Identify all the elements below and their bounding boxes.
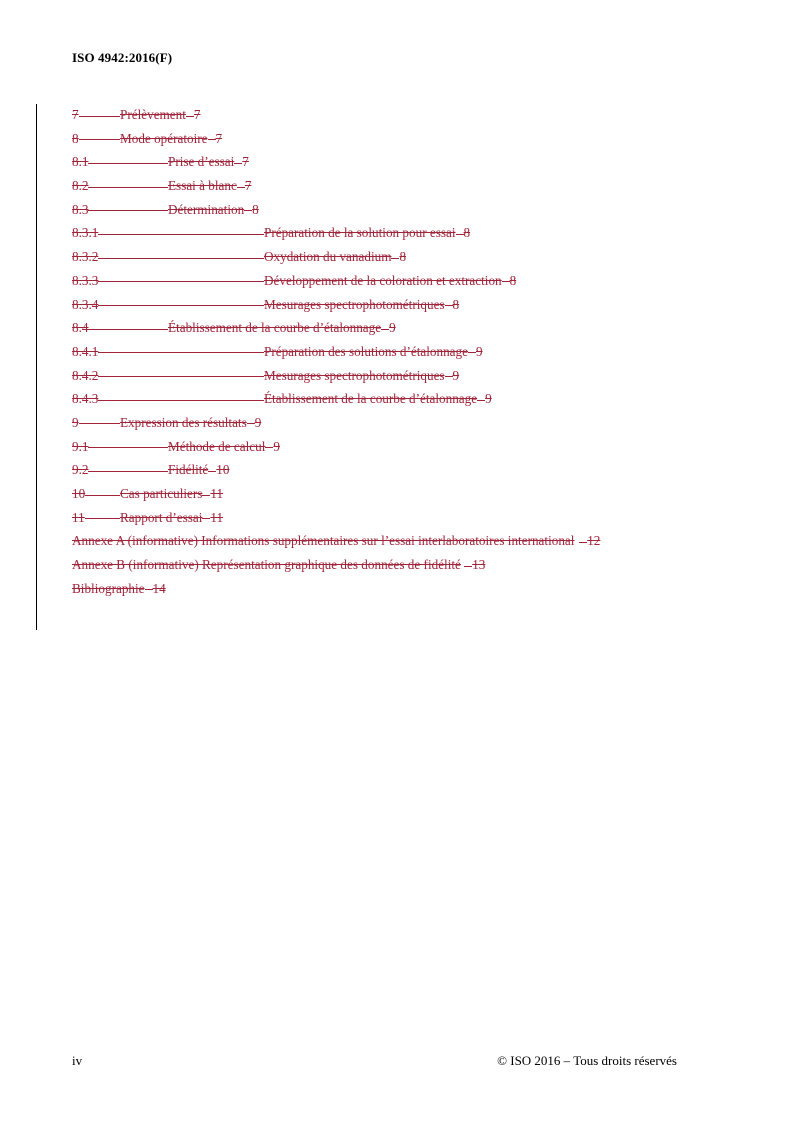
toc-entry[interactable] — [72, 460, 762, 484]
tab-leader — [88, 187, 168, 188]
tab-leader — [88, 447, 168, 448]
tab-leader — [98, 376, 264, 377]
toc-entry-page: 9 — [254, 414, 262, 430]
toc-entry-title: Mode opératoire — [120, 130, 208, 146]
tab-leader — [477, 400, 485, 401]
toc-entry-number: 9.2 — [72, 462, 89, 478]
tab-leader — [234, 163, 242, 164]
toc-entry-title: Annexe A (informative) Informations supplémentaires sur l’essai interlaboratoires international — [72, 533, 575, 549]
toc-entry-page: 7 — [242, 154, 249, 170]
toc-entry[interactable] — [72, 484, 762, 508]
toc-entry[interactable] — [72, 318, 762, 342]
page-number: iv — [72, 1053, 83, 1068]
toc-entry-number: 8.3.1 — [72, 225, 99, 241]
toc-entry[interactable] — [72, 437, 762, 461]
toc-entry-page: 10 — [216, 462, 230, 478]
toc-entry[interactable] — [72, 271, 762, 295]
toc-entry-title: Prélèvement — [120, 107, 186, 122]
toc-entry-title: Fidélité — [168, 462, 209, 478]
toc-entry-number: 8 — [72, 130, 79, 146]
tab-leader — [208, 139, 216, 140]
toc-entry-number: 8.2 — [72, 178, 89, 194]
toc-entry-title: Oxydation du vanadium — [264, 249, 392, 265]
toc-entry-page: 14 — [152, 580, 166, 596]
toc-entry-title: Préparation des solutions d’étalonnage — [264, 343, 468, 359]
tab-leader — [202, 518, 210, 519]
toc-entry-page: 12 — [587, 533, 601, 549]
toc-entry-title: Développement de la coloration et extraction — [264, 272, 502, 288]
tab-leader — [98, 400, 264, 401]
toc-entry-number: 8.3.2 — [72, 249, 99, 265]
document-id-header: ISO 4942:2016(F) — [72, 50, 173, 65]
tab-leader — [85, 495, 120, 496]
toc-entry[interactable] — [72, 152, 762, 176]
toc-entry-title: Mesurages spectrophotométriques — [264, 367, 445, 383]
toc-entry-page: 9 — [452, 367, 460, 383]
toc-entry-number: 8.3.3 — [72, 272, 99, 288]
tab-leader — [145, 589, 153, 590]
toc-entry-page: 7 — [193, 107, 201, 122]
tab-leader — [445, 376, 453, 377]
toc-entry-page: 8 — [399, 249, 407, 265]
toc-entry[interactable] — [72, 295, 762, 319]
table-of-contents — [72, 105, 762, 602]
tab-leader — [98, 234, 264, 235]
tab-leader — [88, 329, 168, 330]
tab-leader — [88, 210, 168, 211]
toc-entry-title: Mesurages spectrophotométriques — [264, 296, 445, 312]
toc-entry[interactable] — [72, 200, 762, 224]
toc-entry-number: 8.3.4 — [72, 296, 99, 312]
toc-entry-page: 8 — [509, 272, 517, 288]
tab-leader — [98, 305, 264, 306]
toc-entry[interactable] — [72, 555, 762, 579]
toc-entry-number: 8.1 — [72, 154, 89, 170]
toc-entry-page: 13 — [472, 557, 486, 573]
toc-entry-page: 7 — [244, 178, 252, 194]
toc-entry-title: Cas particuliers — [120, 486, 203, 501]
tab-leader — [85, 518, 120, 519]
toc-entry[interactable] — [72, 366, 762, 390]
toc-entry-title: Détermination — [168, 201, 245, 217]
toc-entry-page: 9 — [485, 391, 492, 407]
toc-entry-number: 9 — [72, 414, 79, 430]
toc-entry[interactable] — [72, 342, 762, 366]
toc-entry[interactable] — [72, 176, 762, 200]
toc-entry-number: 11 — [72, 509, 85, 525]
tab-leader — [88, 163, 168, 164]
toc-entry-page: 9 — [389, 320, 396, 336]
toc-entry-title: Prise d’essai — [168, 154, 235, 170]
tab-leader — [79, 139, 120, 140]
toc-entry-title: Annexe B (informative) Représentation graphique des données de fidélité — [72, 557, 461, 573]
toc-entry-number: 7 — [72, 107, 79, 122]
tab-leader — [98, 352, 264, 353]
toc-entry-title: Méthode de calcul — [168, 438, 266, 454]
toc-entry[interactable] — [72, 129, 762, 153]
tab-leader — [98, 258, 264, 259]
toc-entry[interactable] — [72, 531, 762, 555]
toc-entry[interactable] — [72, 223, 762, 247]
tab-leader — [237, 187, 245, 188]
toc-entry[interactable] — [72, 579, 762, 603]
tab-leader — [468, 352, 476, 353]
tab-leader — [265, 447, 273, 448]
toc-entry-number: 8.4.3 — [72, 391, 99, 407]
tab-leader — [445, 305, 453, 306]
tab-leader — [208, 471, 216, 472]
tab-leader — [464, 566, 472, 567]
tab-leader — [456, 234, 464, 235]
toc-entry-page: 11 — [210, 509, 224, 525]
toc-entry-page: 8 — [463, 225, 471, 241]
toc-entry-title: Essai à blanc — [168, 178, 237, 194]
toc-entry[interactable] — [72, 413, 762, 437]
toc-entry[interactable] — [72, 508, 762, 532]
toc-entry-page: 11 — [210, 486, 224, 501]
toc-entry-number: 10 — [72, 486, 86, 501]
tab-leader — [247, 423, 255, 424]
copyright-notice: © ISO 2016 – Tous droits réservés — [497, 1053, 677, 1068]
tab-leader — [88, 471, 168, 472]
toc-entry-title: Rapport d’essai — [120, 509, 203, 525]
toc-entry-number: 8.4.2 — [72, 367, 99, 383]
tab-leader — [186, 116, 194, 117]
toc-entry-title: Établissement de la courbe d’étalonnage — [264, 391, 478, 407]
toc-entry[interactable] — [72, 105, 762, 129]
tab-leader — [502, 281, 510, 282]
tab-leader — [98, 281, 264, 282]
toc-entry-number: 9.1 — [72, 438, 89, 454]
toc-entry-page: 8 — [252, 201, 259, 217]
tab-leader — [79, 116, 120, 117]
toc-entry-page: 7 — [215, 130, 223, 146]
tab-leader — [79, 423, 120, 424]
toc-entry-number: 8.3 — [72, 201, 89, 217]
change-bar — [36, 104, 37, 630]
toc-entry[interactable] — [72, 389, 762, 413]
toc-entry[interactable] — [72, 247, 762, 271]
toc-entry-page: 9 — [475, 343, 483, 359]
toc-entry-page: 9 — [273, 438, 280, 454]
tab-leader — [579, 542, 587, 543]
tab-leader — [244, 210, 252, 211]
toc-entry-number: 8.4.1 — [72, 343, 99, 359]
toc-entry-number: 8.4 — [72, 320, 89, 336]
toc-entry-title: Expression des résultats — [120, 414, 247, 430]
toc-entry-title: Bibliographie — [72, 580, 145, 596]
tab-leader — [202, 495, 210, 496]
tab-leader — [391, 258, 399, 259]
toc-entry-page: 8 — [452, 296, 460, 312]
tab-leader — [381, 329, 389, 330]
toc-entry-title: Établissement de la courbe d’étalonnage — [168, 320, 382, 336]
toc-entry-title: Préparation de la solution pour essai — [264, 225, 456, 241]
